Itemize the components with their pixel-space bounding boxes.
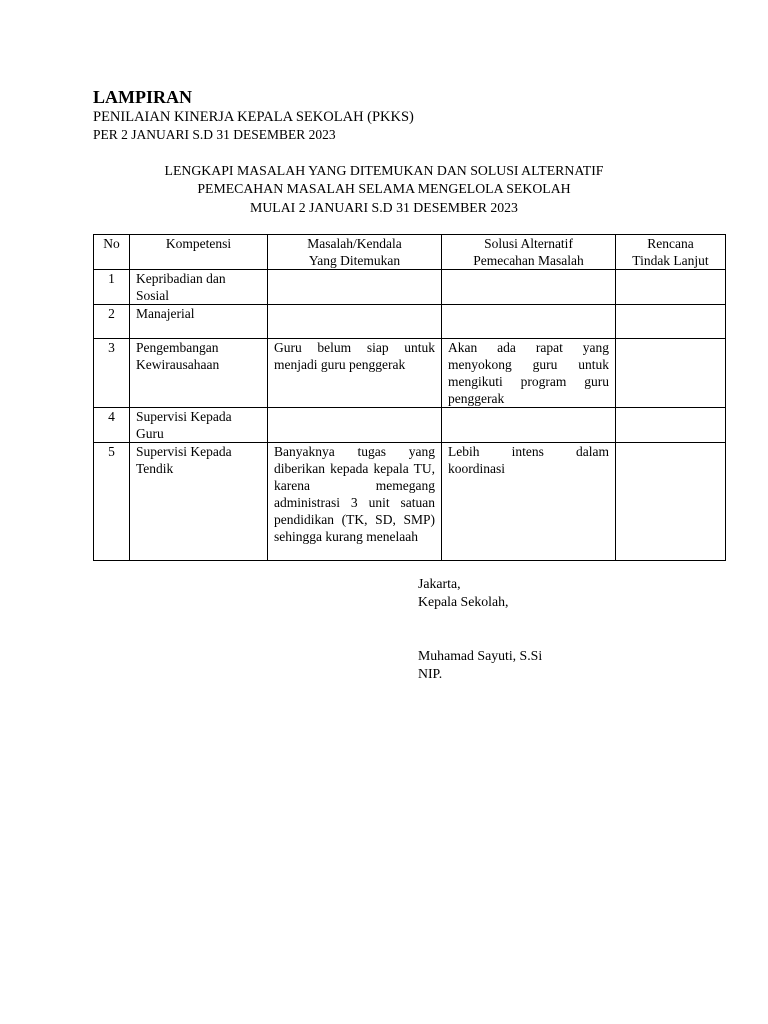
document-period: PER 2 JANUARI S.D 31 DESEMBER 2023 bbox=[93, 127, 336, 142]
table-row bbox=[94, 305, 726, 339]
section-title-line-1: LENGKAPI MASALAH YANG DITEMUKAN DAN SOLUSI ALTERNATIF bbox=[164, 163, 604, 178]
cell-solusi: Akan ada rapat yang menyokong guru untuk mengikuti program guru penggerak bbox=[442, 339, 616, 408]
cell-masalah: Guru belum siap untuk menjadi guru penggerak bbox=[268, 339, 442, 408]
header-no: No bbox=[94, 235, 130, 270]
header-rencana: Rencana Tindak Lanjut bbox=[616, 235, 726, 270]
cell-masalah bbox=[268, 408, 442, 443]
signature-role: Kepala Sekolah, bbox=[418, 594, 509, 609]
header-kompetensi: Kompetensi bbox=[130, 235, 268, 270]
competency-table bbox=[93, 234, 726, 561]
header-solusi: Solusi Alternatif Pemecahan Masalah bbox=[442, 235, 616, 270]
cell-rencana bbox=[616, 408, 726, 443]
cell-kompetensi: Manajerial bbox=[130, 305, 268, 339]
cell-kompetensi: Pengembangan Kewirausahaan bbox=[130, 339, 268, 408]
cell-rencana bbox=[616, 339, 726, 408]
cell-no: 4 bbox=[94, 408, 130, 443]
cell-kompetensi: Supervisi Kepada Tendik bbox=[130, 443, 268, 561]
cell-no: 1 bbox=[94, 270, 130, 305]
signature-nip: NIP. bbox=[418, 666, 443, 681]
table-row bbox=[94, 339, 726, 408]
section-title bbox=[0, 162, 768, 217]
cell-solusi bbox=[442, 408, 616, 443]
table-row bbox=[94, 408, 726, 443]
signature-place: Jakarta, bbox=[418, 576, 461, 591]
cell-no: 5 bbox=[94, 443, 130, 561]
document-title: LAMPIRAN bbox=[93, 87, 192, 107]
cell-kompetensi: Supervisi Kepada Guru bbox=[130, 408, 268, 443]
cell-masalah bbox=[268, 270, 442, 305]
cell-kompetensi: Kepribadian dan Sosial bbox=[130, 270, 268, 305]
cell-no: 2 bbox=[94, 305, 130, 339]
section-title-line-3: MULAI 2 JANUARI S.D 31 DESEMBER 2023 bbox=[250, 199, 518, 215]
heading-block bbox=[93, 86, 693, 143]
cell-no: 3 bbox=[94, 339, 130, 408]
cell-solusi bbox=[442, 305, 616, 339]
table-header-row bbox=[94, 235, 726, 270]
cell-masalah: Banyaknya tugas yang diberikan kepada kepala TU, karena memegang administrasi 3 unit satuan pendidikan (TK, SD, SMP) sehingga kurang menelaah bbox=[268, 443, 442, 561]
table-row bbox=[94, 270, 726, 305]
cell-rencana bbox=[616, 270, 726, 305]
signature-name: Muhamad Sayuti, S.Si bbox=[418, 648, 543, 663]
cell-solusi: Lebih intens dalam koordinasi bbox=[442, 443, 616, 561]
document-subtitle: PENILAIAN KINERJA KEPALA SEKOLAH (PKKS) bbox=[93, 109, 414, 125]
cell-rencana bbox=[616, 305, 726, 339]
section-title-line-2: PEMECAHAN MASALAH SELAMA MENGELOLA SEKOLAH bbox=[197, 181, 571, 197]
signature-block bbox=[418, 575, 542, 683]
header-masalah: Masalah/Kendala Yang Ditemukan bbox=[268, 235, 442, 270]
signature-space bbox=[418, 611, 542, 647]
cell-masalah bbox=[268, 305, 442, 339]
table-row bbox=[94, 443, 726, 561]
cell-solusi bbox=[442, 270, 616, 305]
cell-rencana bbox=[616, 443, 726, 561]
